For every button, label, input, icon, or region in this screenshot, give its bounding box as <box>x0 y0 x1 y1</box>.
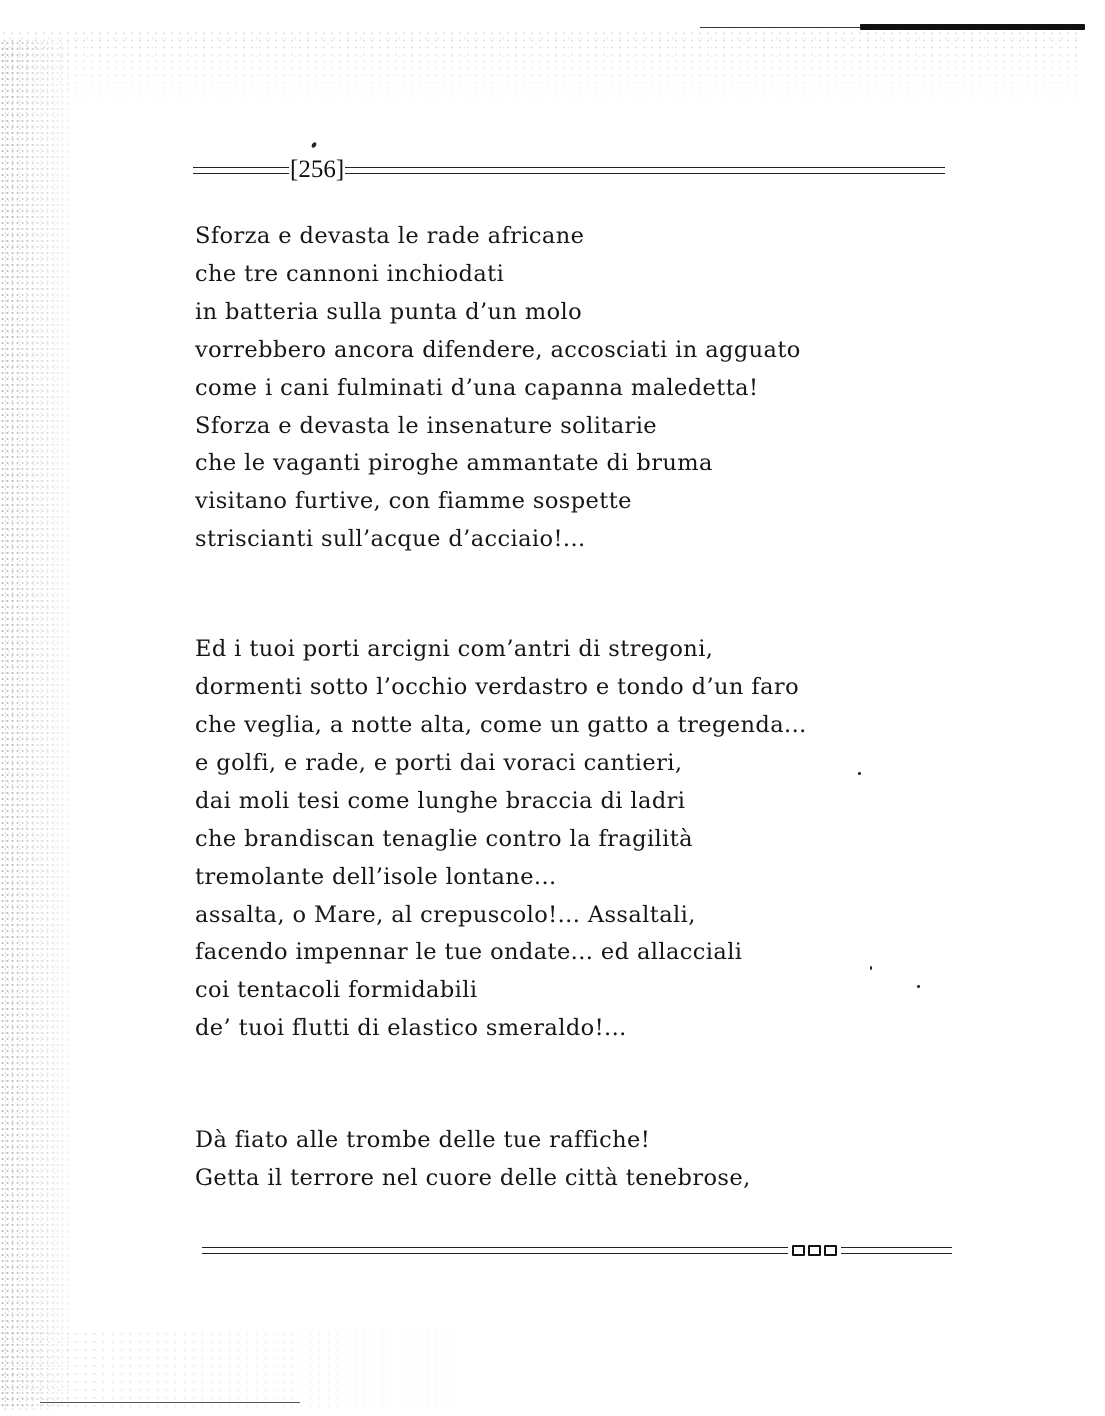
poem-line: facendo impennar le tue ondate... ed allacciali <box>195 939 743 966</box>
stanza-1 <box>195 218 955 559</box>
poem-line: e golfi, e rade, e porti dai voraci cantieri, <box>195 749 683 776</box>
poem-line: che brandiscan tenaglie contro la fragilità <box>195 825 693 852</box>
scan-noise-top <box>0 30 1080 110</box>
poem-line: assalta, o Mare, al crepuscolo!... Assaltali, <box>195 901 696 928</box>
scan-edge-line <box>700 27 860 28</box>
scan-edge-bar <box>860 24 1085 30</box>
ornament-square <box>824 1245 837 1256</box>
ornament-square <box>808 1245 821 1256</box>
page-number: [256] <box>290 156 345 183</box>
three-square-ornament-icon <box>788 1245 841 1256</box>
header-rule-right <box>345 167 945 174</box>
stanza-2 <box>195 631 955 1048</box>
stanza-3 <box>195 1122 955 1198</box>
poem-line: tremolante dell’isole lontane... <box>195 863 557 890</box>
poem-line: coi tentacoli formidabili <box>195 977 478 1004</box>
scan-edge-line-bottom <box>40 1402 300 1403</box>
poem-line: che le vaganti piroghe ammantate di bruma <box>195 450 713 477</box>
poem-line: che tre cannoni inchiodati <box>195 260 505 287</box>
ornament-square <box>792 1245 805 1256</box>
poem-line: dormenti sotto l’occhio verdastro e tondo d’un faro <box>195 674 800 701</box>
page-footer <box>202 1240 952 1260</box>
poem-line: Sforza e devasta le insenature solitarie <box>195 412 658 439</box>
poem-line: Sforza e devasta le rade africane <box>195 223 585 249</box>
poem-line: de’ tuoi flutti di elastico smeraldo!... <box>195 1015 627 1042</box>
poem-line: striscianti sull’acque d’acciaio!... <box>195 526 586 553</box>
footer-rule-right <box>841 1247 952 1254</box>
scan-noise-left <box>0 40 70 1410</box>
header-rule-left <box>193 167 289 174</box>
scan-speck <box>311 141 318 148</box>
poem-line: visitano furtive, con fiamme sospette <box>195 488 632 515</box>
poem-line: Getta il terrore nel cuore delle città tenebrose, <box>195 1165 751 1192</box>
poem-line: che veglia, a notte alta, come un gatto a tregenda... <box>195 711 807 738</box>
poem-line: come i cani fulminati d’una capanna maledetta! <box>195 374 759 401</box>
stanza-gap <box>195 559 955 631</box>
poem-line: dai moli tesi come lunghe braccia di ladri <box>195 787 686 814</box>
poem-line: in batteria sulla punta d’un molo <box>195 298 583 325</box>
footer-rule-left <box>202 1247 788 1254</box>
poem-body <box>195 218 955 1198</box>
stanza-gap <box>195 1048 955 1122</box>
poem-line: Ed i tuoi porti arcigni com’antri di stregoni, <box>195 636 714 663</box>
poem-line: vorrebbero ancora difendere, accosciati in agguato <box>195 336 801 363</box>
poem-line: Dà fiato alle trombe delle tue raffiche! <box>195 1127 651 1154</box>
scan-noise-bottom <box>0 1330 700 1410</box>
page-header <box>193 157 945 183</box>
